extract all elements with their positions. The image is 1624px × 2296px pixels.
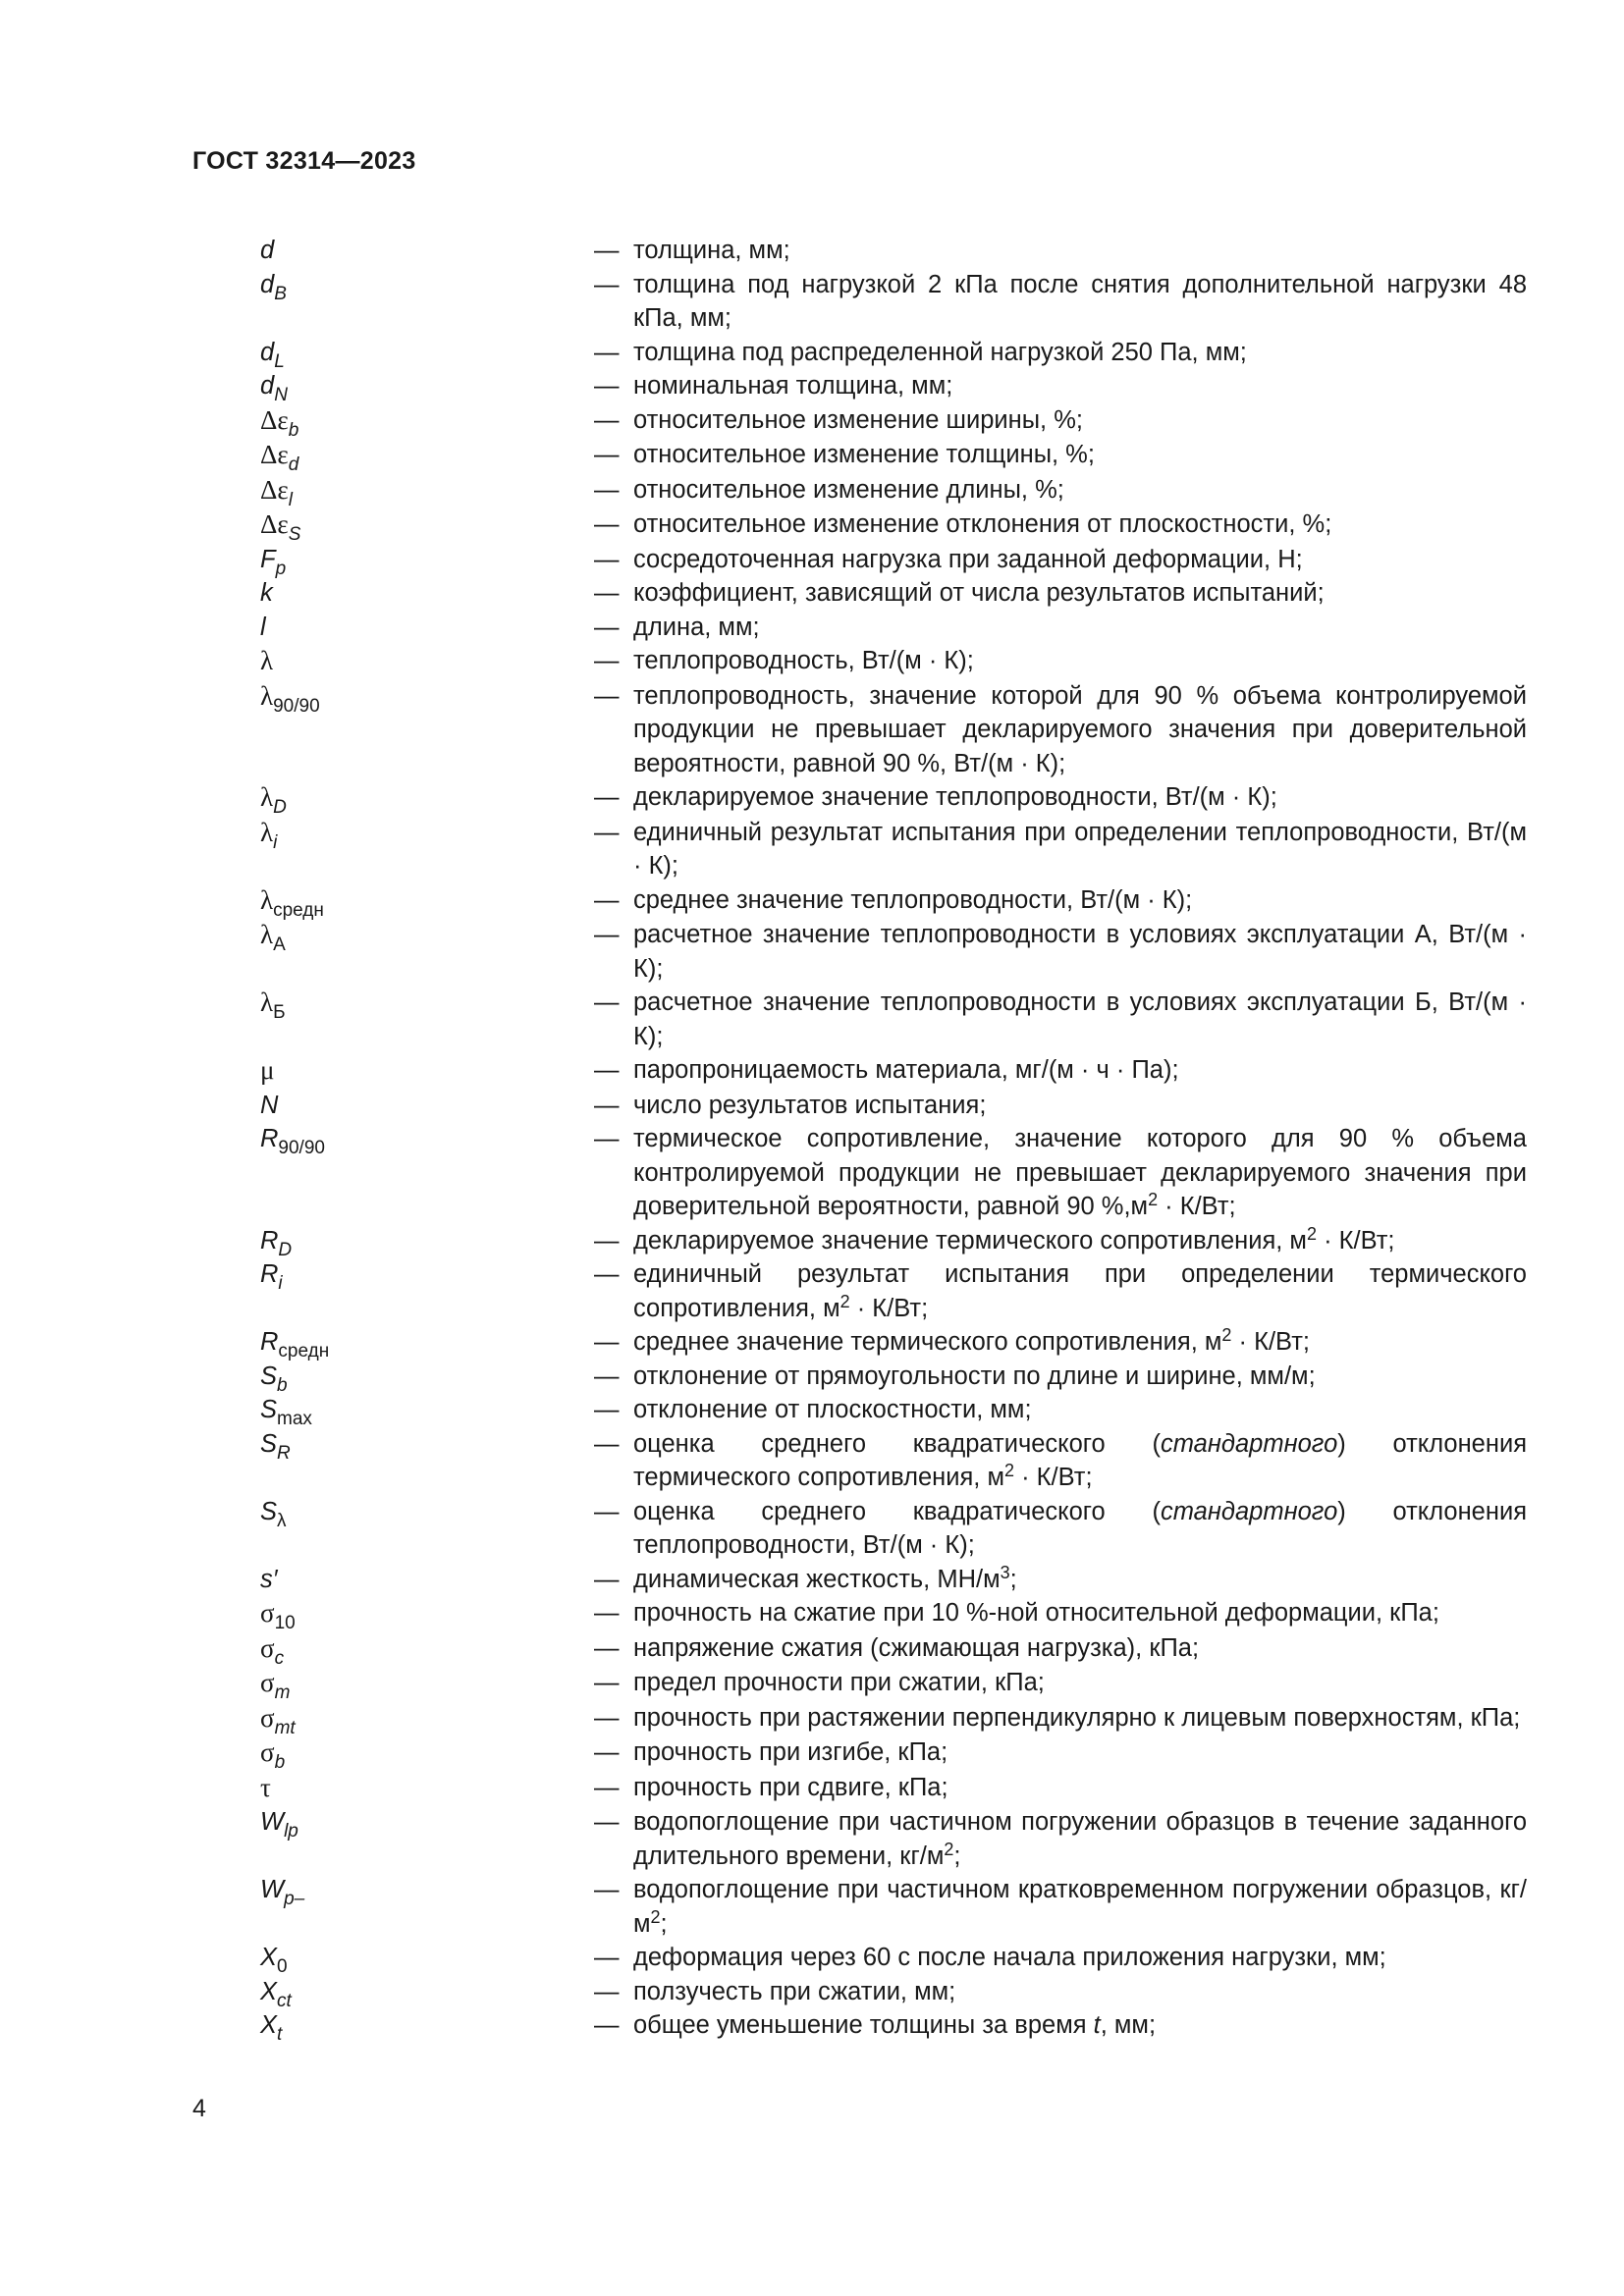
definition-text: номинальная толщина, мм;	[633, 372, 953, 400]
definition-text: единичный результат испытания при определении теплопроводности, Вт/(м · К);	[633, 818, 1527, 880]
definition-row	[260, 1631, 1527, 1667]
symbol: $\lambda_А$	[260, 920, 286, 955]
definition-row	[260, 1495, 1527, 1563]
definition-text: среднее значение термического сопротивления, $м^2 \cdot К/Вт$;	[633, 1325, 1310, 1356]
definition-text: паропроницаемость материала, мг/(м · ч · Па);	[633, 1056, 1179, 1084]
definition-text: термическое сопротивление, значение которого для 90 % объема контролируемой продукции не превышает декларируемого значения при доверительной вероятности, равной 90 $\%,м^2 \cdot К/Вт$;	[633, 1125, 1527, 1220]
definition-row	[260, 1053, 1527, 1089]
dash: —	[594, 1429, 620, 1458]
symbol: $X_0$	[260, 1944, 288, 1977]
definition-text: декларируемое значение теплопроводности, Вт/(м · К);	[633, 783, 1277, 811]
definition-row	[260, 1701, 1527, 1736]
symbol: $\sigma_c$	[260, 1632, 285, 1669]
definition-row	[260, 576, 1527, 611]
symbol: $S_\lambda$	[260, 1497, 287, 1531]
dash: —	[594, 1125, 620, 1152]
definition-row	[260, 1666, 1527, 1701]
definition-text: отклонение от плоскостности, мм;	[633, 1396, 1032, 1423]
symbol: $X_{ct}$	[260, 1977, 292, 2011]
dash: —	[594, 579, 620, 607]
dash: —	[594, 372, 620, 400]
dash: —	[594, 405, 620, 434]
definition-row	[260, 268, 1527, 336]
dash: —	[594, 1977, 620, 2005]
definition-row	[260, 1427, 1527, 1495]
symbol: $\sigma_{mt}$	[260, 1702, 296, 1738]
dash: —	[594, 1362, 620, 1390]
definition-text: деформация через 60 с после начала приложения нагрузки, мм;	[633, 1944, 1386, 1971]
definition-text: прочность при сдвиге, кПа;	[633, 1773, 948, 1801]
symbol: k	[260, 579, 273, 607]
dash: —	[594, 237, 620, 264]
symbol: $\sigma_b$	[260, 1737, 286, 1773]
page-number: 4	[192, 2095, 206, 2122]
symbol: l	[260, 613, 266, 641]
dash: —	[594, 1669, 620, 1696]
symbol: $\Delta\varepsilon_S$	[260, 509, 301, 545]
symbol: $\lambda_D$	[260, 782, 287, 818]
symbol: $d_N$	[260, 372, 288, 405]
dash: —	[594, 1497, 620, 1525]
symbol: $X_t$	[260, 2011, 283, 2045]
symbol: $\lambda_{90/90}$	[260, 680, 320, 717]
definition-row	[260, 1257, 1527, 1325]
definition-row	[260, 234, 1527, 268]
definition-text: общее уменьшение толщины за время t, мм;	[633, 2011, 1157, 2039]
definition-row	[260, 2008, 1527, 2043]
definition-text: толщина, мм;	[633, 237, 790, 264]
symbol: $\sigma_{10}$	[260, 1598, 296, 1633]
definition-text: сосредоточенная нагрузка при заданной деформации, Н;	[633, 545, 1303, 573]
definition-row	[260, 1360, 1527, 1394]
definition-text: водопоглощение при частичном погружении образцов в течение заданного длительного времени, $кг/м^2$;	[633, 1808, 1527, 1870]
definition-text: водопоглощение при частичном кратковременном погружении образцов, $кг/м^2$;	[633, 1876, 1527, 1938]
symbol: $R_D$	[260, 1226, 293, 1260]
definition-row	[260, 473, 1527, 508]
dash: —	[594, 1944, 620, 1971]
symbol: $F_p$	[260, 545, 287, 579]
dash: —	[594, 1396, 620, 1423]
dash: —	[594, 1328, 620, 1356]
definition-row	[260, 986, 1527, 1053]
dash: —	[594, 783, 620, 811]
definition-row	[260, 780, 1527, 816]
dash: —	[594, 441, 620, 468]
dash: —	[594, 1876, 620, 1903]
definition-row	[260, 644, 1527, 679]
symbol: $d_L$	[260, 338, 285, 372]
dash: —	[594, 338, 620, 366]
symbol: $S_b$	[260, 1362, 288, 1396]
definition-text: относительное изменение ширины, %;	[633, 405, 1083, 434]
dash: —	[594, 988, 620, 1016]
definition-row	[260, 1596, 1527, 1631]
definition-row	[260, 1975, 1527, 2009]
definition-text: отклонение от прямоугольности по длине и ширине, мм/м;	[633, 1362, 1316, 1390]
symbol: $\Delta\varepsilon_l$	[260, 474, 293, 510]
symbol: τ	[260, 1772, 271, 1802]
definition-row	[260, 369, 1527, 403]
definition-text: оценка среднего квадратического (стандартного) отклонения термического сопротивления, $м^2 \cdot К/Вт$;	[633, 1429, 1527, 1491]
dash: —	[594, 818, 620, 846]
dash: —	[594, 647, 620, 674]
definition-text: относительное изменение длины, %;	[633, 475, 1064, 504]
definition-text: прочность при растяжении перпендикулярно к лицевым поверхностям, кПа;	[633, 1703, 1521, 1732]
symbol: $\Delta\varepsilon_d$	[260, 440, 299, 475]
symbol: μ	[260, 1055, 275, 1085]
definition-row	[260, 1771, 1527, 1806]
definition-row	[260, 1735, 1527, 1771]
definition-row	[260, 883, 1527, 919]
symbol: $\lambda_i$	[260, 817, 278, 853]
dash: —	[594, 475, 620, 504]
definition-text: относительное изменение толщины, %;	[633, 441, 1095, 468]
definition-text: прочность при изгибе, кПа;	[633, 1738, 948, 1766]
symbol: $d_B$	[260, 270, 287, 304]
symbol: $R_i$	[260, 1260, 283, 1294]
symbol: d	[260, 237, 275, 264]
symbol: $R_{средн}$	[260, 1328, 330, 1362]
dash: —	[594, 1738, 620, 1766]
definition-text: среднее значение теплопроводности, Вт/(м · К);	[633, 885, 1193, 914]
symbol: $\lambda_Б$	[260, 988, 286, 1023]
definition-text: коэффициент, зависящий от числа результатов испытаний;	[633, 579, 1325, 607]
definition-row	[260, 1089, 1527, 1123]
dash: —	[594, 545, 620, 573]
definition-row	[260, 543, 1527, 577]
definition-text: теплопроводность, Вт/(м · К);	[633, 647, 974, 674]
symbol: $S_R$	[260, 1429, 291, 1464]
symbol: $W_{p-}$	[260, 1876, 305, 1909]
dash: —	[594, 1091, 620, 1119]
dash: —	[594, 1633, 620, 1662]
definition-row	[260, 816, 1527, 883]
symbol: $\sigma_m$	[260, 1668, 291, 1703]
dash: —	[594, 1260, 620, 1288]
definition-row	[260, 403, 1527, 439]
symbol: $\lambda_{средн}$	[260, 884, 324, 921]
definition-row	[260, 507, 1527, 543]
definition-text: декларируемое значение термического сопротивления, $м^2 \cdot К/Вт$;	[633, 1223, 1395, 1255]
dash: —	[594, 2011, 620, 2039]
definition-row	[260, 1563, 1527, 1597]
definition-row	[260, 1873, 1527, 1941]
definition-text: прочность на сжатие при 10 %-ной относительной деформации, кПа;	[633, 1599, 1439, 1627]
definition-row	[260, 438, 1527, 473]
symbol: $S_{max}$	[260, 1396, 312, 1429]
definition-text: ползучесть при сжатии, мм;	[633, 1977, 956, 2005]
symbol: s′	[260, 1565, 278, 1593]
symbol: $W_{lp}$	[260, 1808, 298, 1842]
dash: —	[594, 1599, 620, 1627]
symbol: $\Delta\varepsilon_b$	[260, 404, 299, 441]
definition-text: динамическая жесткость, $МН/м^3$;	[633, 1562, 1017, 1593]
symbol-definitions-list	[260, 234, 1527, 2043]
definition-row	[260, 336, 1527, 370]
dash: —	[594, 885, 620, 914]
dash: —	[594, 1565, 620, 1593]
document-code: ГОСТ 32314—2023	[192, 147, 416, 175]
definition-row	[260, 1941, 1527, 1975]
symbol: $R_{90/90}$	[260, 1125, 325, 1158]
dash: —	[594, 1808, 620, 1836]
definition-text: толщина под распределенной нагрузкой 250 Па, мм;	[633, 338, 1247, 366]
definition-row	[260, 1393, 1527, 1427]
definition-text: число результатов испытания;	[633, 1091, 987, 1119]
dash: —	[594, 1056, 620, 1084]
dash: —	[594, 681, 620, 710]
definition-text: длина, мм;	[633, 613, 760, 641]
dash: —	[594, 921, 620, 948]
dash: —	[594, 270, 620, 298]
symbol: N	[260, 1091, 279, 1119]
definition-text: расчетное значение теплопроводности в условиях эксплуатации Б, Вт/(м · К);	[633, 988, 1527, 1050]
definition-row	[260, 679, 1527, 781]
definition-text: толщина под нагрузкой 2 кПа после снятия дополнительной нагрузки 48 кПа, мм;	[633, 270, 1527, 332]
dash: —	[594, 1773, 620, 1801]
definition-text: относительное изменение отклонения от плоскостности, %;	[633, 510, 1332, 538]
dash: —	[594, 510, 620, 538]
definition-row	[260, 611, 1527, 645]
definition-text: единичный результат испытания при определении термического сопротивления, $м^2 \cdot К/Вт$;	[633, 1260, 1527, 1322]
definition-row	[260, 1325, 1527, 1360]
dash: —	[594, 613, 620, 641]
definition-text: предел прочности при сжатии, кПа;	[633, 1669, 1045, 1696]
definition-text: оценка среднего квадратического (стандартного) отклонения теплопроводности, Вт/(м · К);	[633, 1497, 1527, 1559]
definition-text: напряжение сжатия (сжимающая нагрузка), кПа;	[633, 1633, 1200, 1662]
definition-row	[260, 1805, 1527, 1873]
definition-row	[260, 918, 1527, 986]
definition-row	[260, 1122, 1527, 1224]
dash: —	[594, 1226, 620, 1255]
definition-text: расчетное значение теплопроводности в условиях эксплуатации А, Вт/(м · К);	[633, 921, 1527, 983]
definition-text: теплопроводность, значение которой для 90 % объема контролируемой продукции не превышает декларируемого значения при доверительной вероятности, равной 90 %, Вт/(м · К);	[633, 681, 1527, 777]
symbol: λ	[260, 646, 274, 675]
dash: —	[594, 1703, 620, 1732]
definition-row	[260, 1224, 1527, 1258]
